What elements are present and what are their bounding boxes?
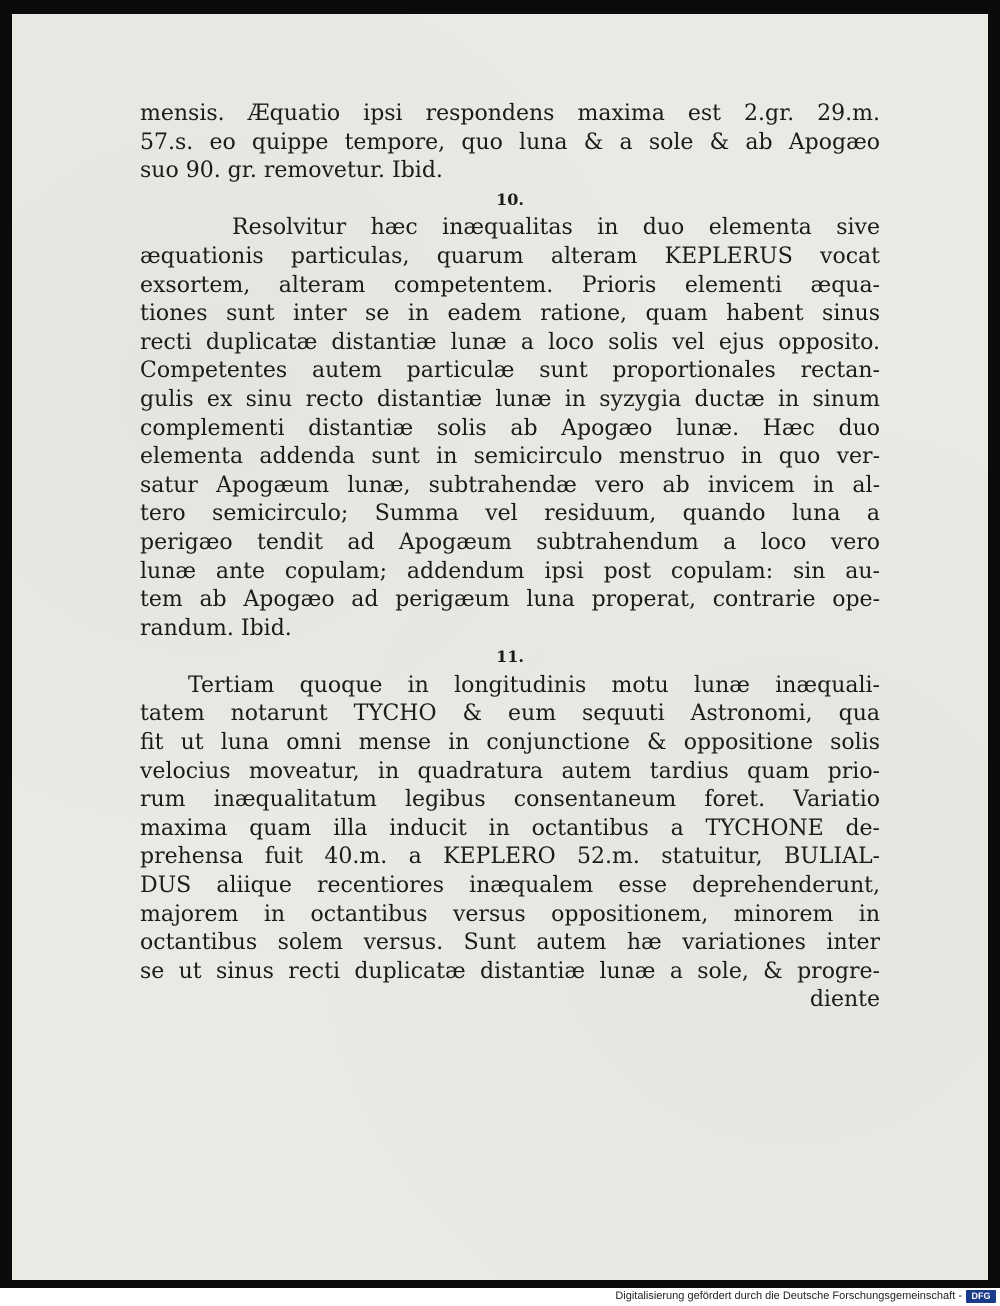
text-line: prehensa fuit 40.m. a KEPLERO 52.m. statuitur, BULIAL-	[140, 844, 880, 870]
dfg-logo: DFG	[966, 1290, 996, 1303]
text-line: Tertiam quoque in longitudinis motu lunæ inæquali-	[188, 672, 880, 698]
section-number: 11.	[496, 647, 524, 667]
text-line: perigæo tendit ad Apogæum subtrahendum a loco vero	[140, 529, 880, 555]
text-line: se ut sinus recti duplicatæ distantiæ lunæ a sole, & progre-	[140, 958, 880, 984]
text-line: DUS aliique recentiores inæqualem esse deprehenderunt,	[140, 873, 880, 899]
text-line: velocius moveatur, in quadratura autem tardius quam prio-	[140, 758, 880, 784]
text-line: satur Apogæum lunæ, subtrahendæ vero ab invicem in al-	[140, 472, 880, 498]
text-line: Resolvitur hæc inæqualitas in duo elementa sive	[232, 215, 880, 241]
section-number: 10.	[496, 189, 524, 209]
text-line: tem ab Apogæo ad perigæum luna properat, contrarie ope-	[140, 587, 880, 613]
catchword: diente	[809, 987, 880, 1013]
text-line: suo 90. gr. removetur. Ibid.	[140, 158, 443, 184]
text-line: rum inæqualitatum legibus consentaneum foret. Variatio	[140, 787, 880, 813]
text-line: maxima quam illa inducit in octantibus a TYCHONE de-	[140, 815, 880, 841]
text-line: gulis ex sinu recto distantiæ lunæ in syzygia ductæ in sinum	[140, 386, 880, 412]
text-line: elementa addenda sunt in semicirculo menstruo in quo ver-	[140, 444, 880, 470]
text-line: recti duplicatæ distantiæ lunæ a loco solis vel ejus opposito.	[140, 329, 880, 355]
text-line: 57.s. eo quippe tempore, quo luna & a sole & ab Apogæo	[140, 129, 880, 155]
text-line: tiones sunt inter se in eadem ratione, quam habent sinus	[140, 301, 880, 327]
text-line: randum. Ibid.	[140, 615, 292, 641]
text-line: tero semicirculo; Summa vel residuum, quando luna a	[140, 501, 880, 527]
text-line: fit ut luna omni mense in conjunctione & oppositione solis	[140, 730, 880, 756]
text-line: mensis. Æquatio ipsi respondens maxima est 2.gr. 29.m.	[140, 101, 880, 126]
text-line: æquationis particulas, quarum alteram KEPLERUS vocat	[140, 243, 880, 269]
text-line: octantibus solem versus. Sunt autem hæ variationes inter	[140, 930, 880, 956]
text-line: Competentes autem particulæ sunt proportionales rectan-	[140, 358, 880, 384]
text-line: exsortem, alteram competentem. Prioris elementi æqua-	[140, 272, 880, 298]
text-line: lunæ ante copulam; addendum ipsi post copulam: sin au-	[140, 558, 880, 584]
text-line: tatem notarunt TYCHO & eum sequuti Astronomi, qua	[140, 701, 880, 727]
funding-notice: Digitalisierung gefördert durch die Deutsche Forschungsgemeinschaft -	[615, 1290, 962, 1302]
text-line: majorem in octantibus versus oppositionem, minorem in	[140, 901, 880, 927]
page-text	[140, 100, 880, 1015]
footer-bar	[0, 1288, 1000, 1306]
text-line: complementi distantiæ solis ab Apogæo lunæ. Hæc duo	[140, 415, 880, 441]
